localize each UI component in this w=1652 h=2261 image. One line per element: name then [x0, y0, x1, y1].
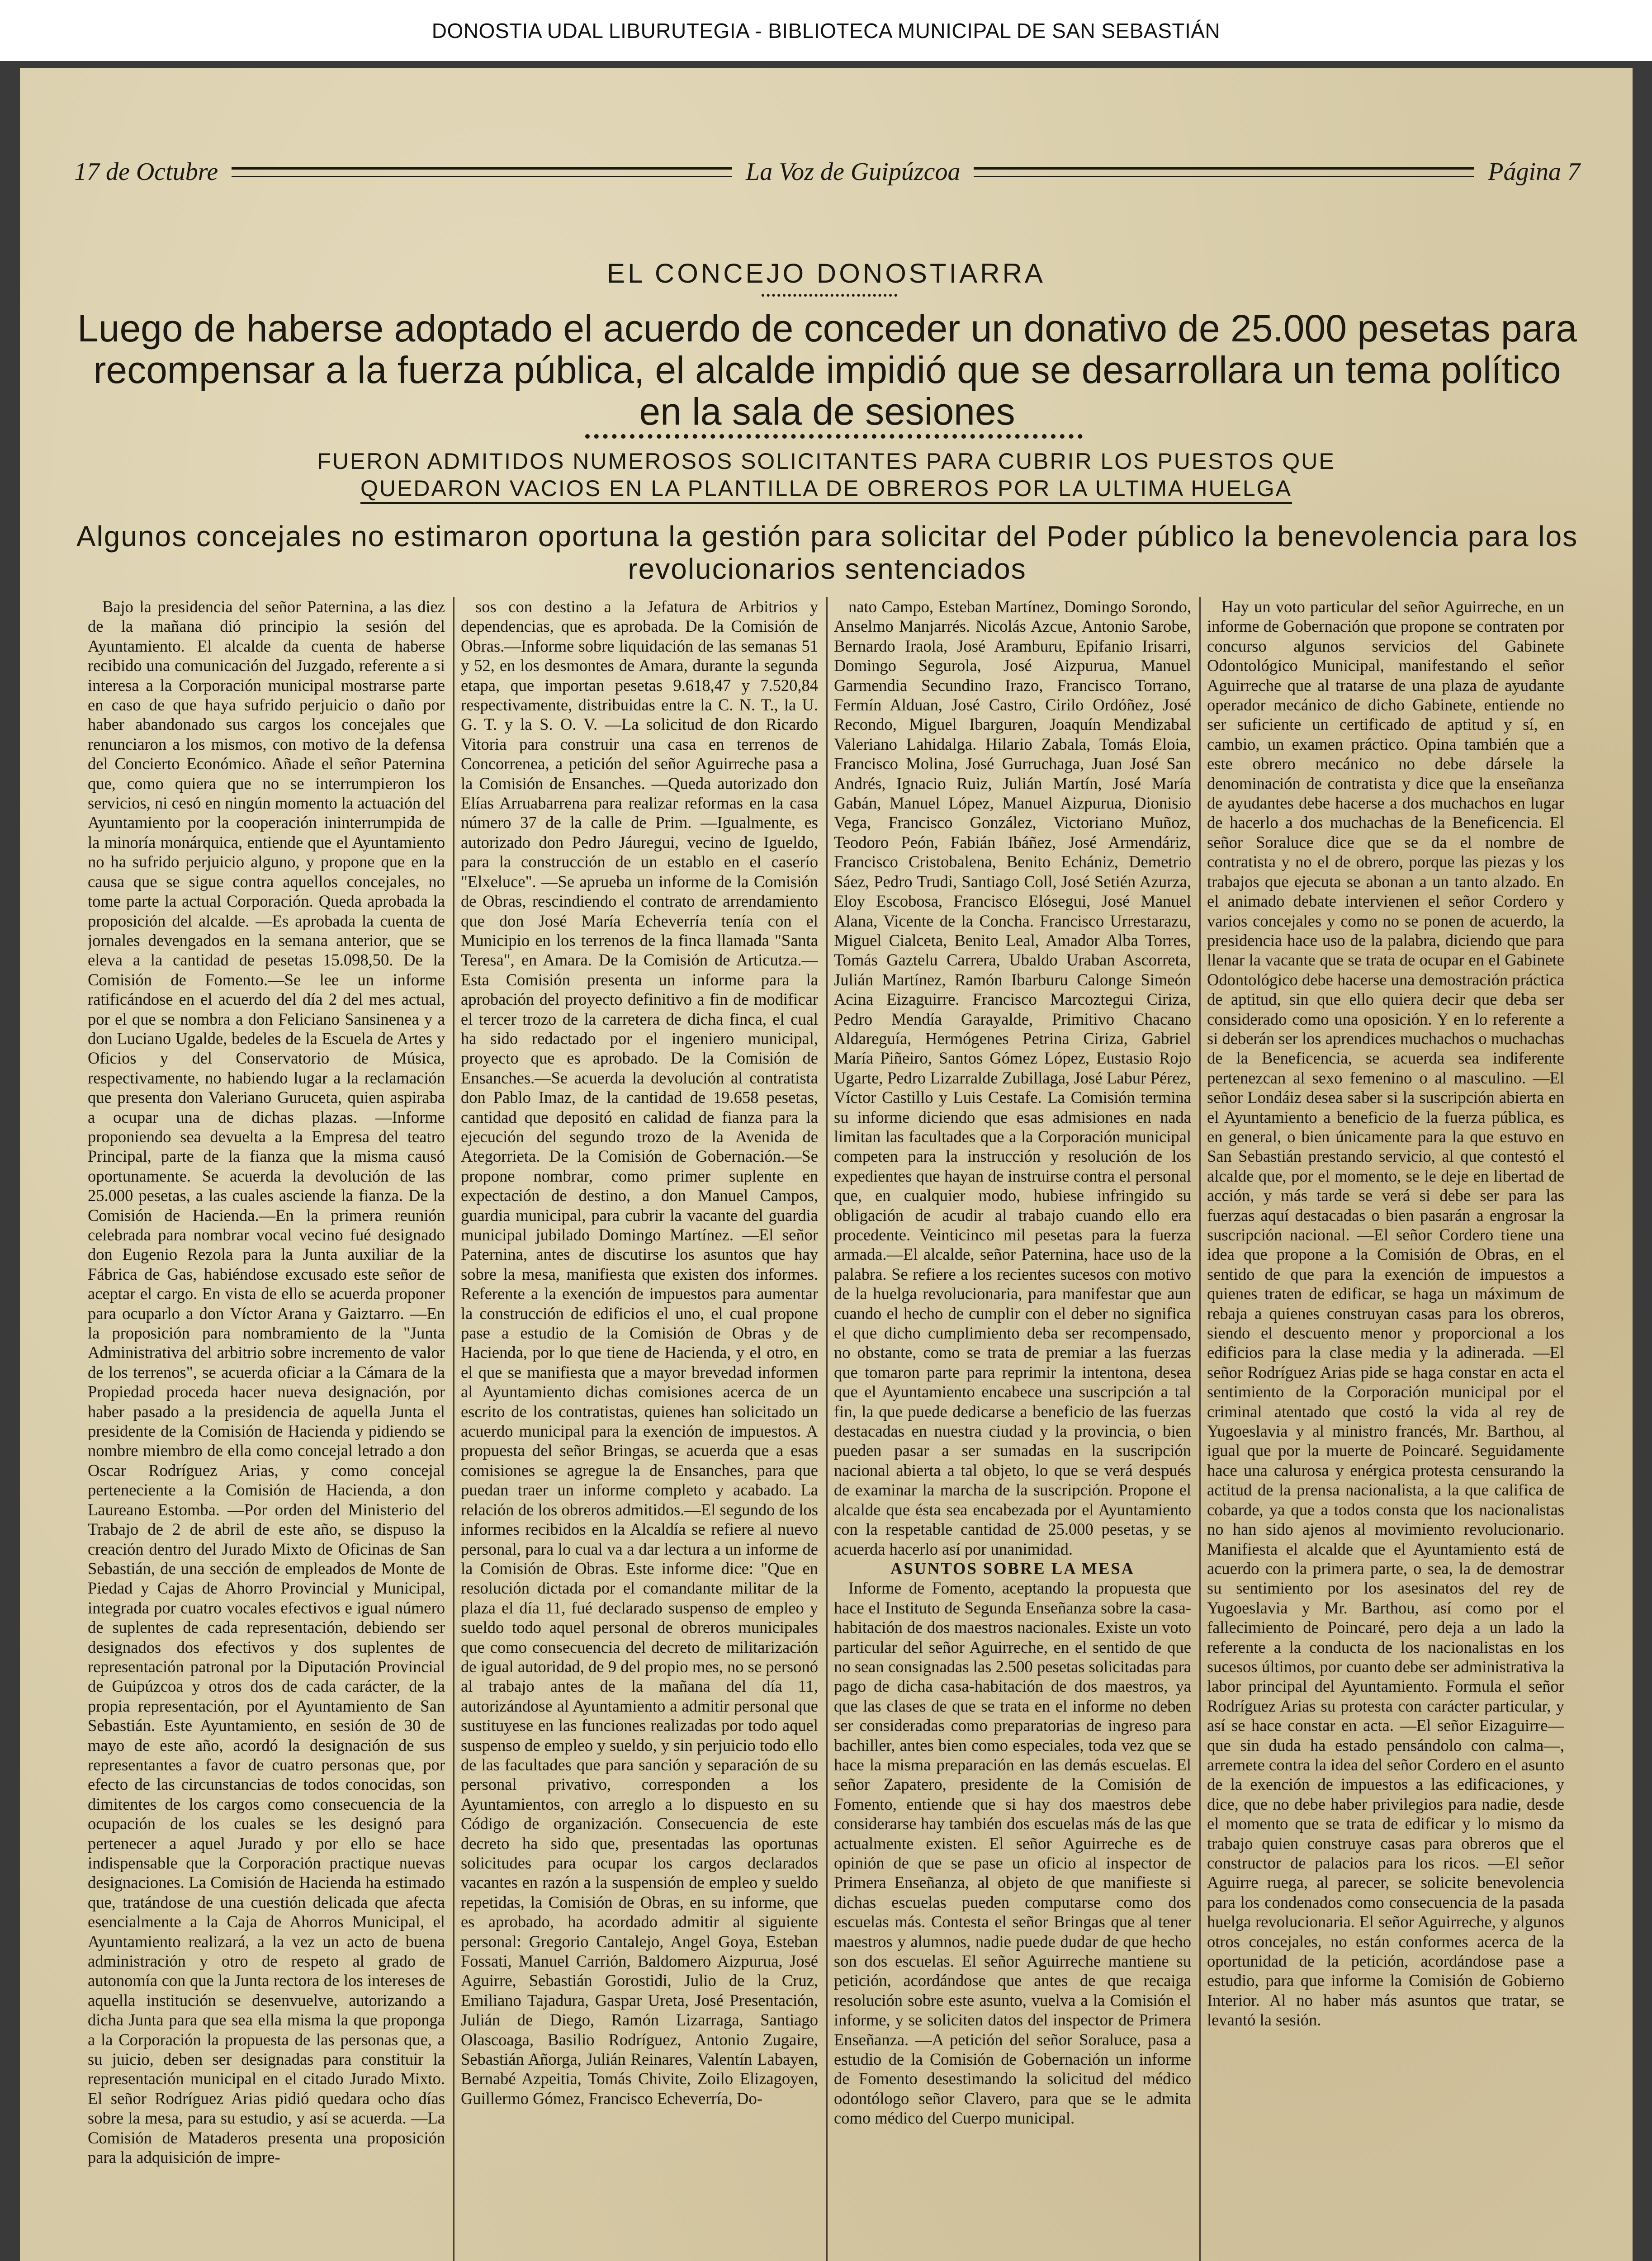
column-1-text: Bajo la presidencia del señor Paternina, a las diez de la mañana dió principio la sesión del Ayuntamiento. El alcalde da cuenta de haberse recibido una comunicación del Juzgado, referente a si interesa a la Corporación municipal mostrarse parte en caso de que haya sufrido perjuicio o daño por haber abandonado sus cargos los concejales que renunciaron a los mismos, con motivo de la defensa del Concierto Económico. Añade el señor Paternina que, como quiera que no se interrumpieron los servicios, ni cesó en ningún momento la actuación del Ayuntamiento por la cooperación ininterrumpida de la minoría monárquica, entiende que el Ayuntamiento no ha sufrido perjuicio alguno, y propone que en la causa que se sigue contra aquellos concejales, no tome parte la actual Corporación. Queda aprobada la proposición del alcalde. —Es aprobada la cuenta de jornales devengados en la semana anterior, que se eleva a la cantidad de pesetas 15.098,50. De la Comisión de Fomento.—Se lee un informe ratificándose en el acuerdo del día 2 del mes actual, por el que se nombra a don Feliciano Sansinenea y a don Luciano Ugalde, bedeles de la Escuela de Artes y Oficios y del Conservatorio de Música, respectivamente, no habiendo lugar a la reclamación que presenta don Valeriano Guruceta, quien aspiraba a ocupar una de dichas plazas. —Informe proponiendo sea devuelta a la Empresa del teatro Principal, parte de la fianza que la misma causó oportunamente. Se acuerda la devolución de las 25.000 pesetas, a las cuales asciende la fianza. De la Comisión de Hacienda.—En la primera reunión celebrada para nombrar vocal vecino fué designado don Eugenio Rezola para la Junta auxiliar de la Fábrica de Gas, habiéndose excusado este señor de aceptar el cargo. En vista de ello se acuerda proponer para ocuparlo a don Víctor Arana y Gaiztarro. —En la proposición para nombramiento de la "Junta Administrativa del arbitrio sobre incremento de valor de los terrenos", se acuerda oficiar a la Cámara de la Propiedad proceda hacer nueva designación, por haber pasado a la presidencia de aquella Junta el presidente de la Comisión de Hacienda y pidiendo se nombre miembro de ella como concejal letrado a don Oscar Rodríguez Arias, y como concejal perteneciente a la Comisión de Hacienda, a don Laureano Estomba. —Por orden del Ministerio del Trabajo de 2 de abril de este año, se dispuso la creación dentro del Jurado Mixto de Oficinas de San Sebastián, de una sección de empleados de Monte de Piedad y Cajas de Ahorro Provincial y Municipal, integrada por cuatro vocales efectivos e igual número de suplentes de cada representación, debiendo ser designados dos efectivos y dos suplentes de representación patronal por la Diputación Provincial de Guipúzcoa y otros dos de cada carácter, de la propia representación, por el Ayuntamiento de San Sebastián. Este Ayuntamiento, en sesión de 30 de mayo de este año, acordó la designación de sus representantes a favor de cuatro personas que, por efecto de las circunstancias de todos conocidas, son dimitentes de los cargos como consecuencia de la ocupación de los cuales se les designó para pertenecer a aquel Jurado y por ello se hace indispensable que la Corporación practique nuevas designaciones. La Comisión de Hacienda ha estimado que, tratándose de una cuestión delicada que afecta esencialmente a la Caja de Ahorros Municipal, el Ayuntamiento realizará, a la vez un acto de buena administración y otro de respeto al grado de autonomía con que la Junta rectora de los intereses de aquella institución se desenvuelve, autorizando a dicha Junta para que sea ella misma la que proponga a la Corporación la propuesta de las personas que, a su juicio, deben ser designadas para constituir la representación municipal en el citado Jurado Mixto. El señor Rodríguez Arias pidió quedara ocho días sobre la mesa, para su estudio, y así se acuerda. —La Comisión de Mataderos presenta una proposición para la adquisición de impre-	[88, 597, 445, 2167]
masthead-rule-right	[974, 167, 1474, 177]
article-column-2	[461, 597, 818, 2261]
column-rule	[826, 597, 828, 2261]
column-3-text-continued: Informe de Fomento, aceptando la propuesta que hace el Instituto de Segunda Enseñanza sobre la casa-habitación de dos maestros nacionales. Existe un voto particular del señor Aguirreche, en el sentido de que no sean consignadas las 2.500 pesetas solicitadas para pago de dicha casa-habitación de dos maestros, ya que las clases de que se trata en el informe no deben ser consideradas como preparatorias de ingreso para bachiller, antes bien como especiales, toda vez que se hace la misma preparación en las demás escuelas. El señor Zapatero, presidente de la Comisión de Fomento, entiende que si hay dos maestros debe considerarse hay también dos escuelas más de las que actualmente existen. El señor Aguirreche es de opinión de que se pase un oficio al inspector de Primera Enseñanza, al objeto de que manifieste si dichas escuelas pueden computarse como dos escuelas más. Contesta el señor Bringas que al tener maestros y alumnos, nadie puede dudar de que hecho son dos escuelas. El señor Aguirreche mantiene su petición, acordándose que antes de que recaiga resolución sobre este asunto, vuelva a la Comisión el informe, y se soliciten datos del inspector de Primera Enseñanza. —A petición del señor Soraluce, pasa a estudio de la Comisión de Gobernación un informe de Fomento desestimando la solicitud del médico odontólogo señor Clavero, para que se le admita como médico del Cuerpo municipal.	[834, 1579, 1191, 2128]
masthead-page-number: Página 7	[1488, 158, 1580, 186]
article-column-4	[1207, 597, 1564, 2261]
subhead-1-line-2: QUEDARON VACIOS EN LA PLANTILLA DE OBREROS POR LA ULTIMA HUELGA	[360, 475, 1292, 504]
article-headline: Luego de haberse adoptado el acuerdo de conceder un donativo de 25.000 pesetas para recompensar a la fuerza pública, el alcalde impidió que se desarrollara un tema político en la sala de sesiones	[77, 307, 1577, 433]
column-2-text: sos con destino a la Jefatura de Arbitrios y dependencias, que es aprobada. De la Comisión de Obras.—Informe sobre liquidación de las semanas 51 y 52, en los desmontes de Amara, durante la segunda etapa, que importan pesetas 9.618,47 y 7.520,84 respectivamente, distribuidas entre la C. N. T., la U. G. T. y la S. O. V. —La solicitud de don Ricardo Vitoria para construir una casa en terrenos de Concorrenea, a petición del señor Aguirreche pasa a la Comisión de Ensanches. —Queda autorizado don Elías Arruabarrena para realizar reformas en la casa número 37 de la calle de Prim. —Igualmente, es autorizado don Pedro Jáuregui, vecino de Igueldo, para la construcción de un establo en el caserío "Elxeluce". —Se aprueba un informe de la Comisión de Obras, rescindiendo el contrato de arrendamiento que don José María Echeverría tenía con el Municipio en los terrenos de la finca llamada "Santa Teresa", en Amara. De la Comisión de Articutza.—Esta Comisión presenta un informe para la aprobación del proyecto definitivo a fin de modificar el tercer trozo de la carretera de dicha finca, el cual ha sido redactado por el ingeniero municipal, proyecto que es aprobado. De la Comisión de Ensanches.—Se acuerda la devolución al contratista don Pablo Imaz, de la cantidad de 19.658 pesetas, cantidad que depositó en calidad de fianza para la ejecución del segundo trozo de la Avenida de Ategorrieta. De la Comisión de Gobernación.—Se propone nombrar, como primer suplente en expectación de destino, a don Manuel Campos, guardia municipal, para cubrir la vacante del guardia municipal jubilado Domingo Martínez. —El señor Paternina, antes de discutirse los asuntos que hay sobre la mesa, manifiesta que existen dos informes. Referente a la exención de impuestos para aumentar la construcción de edificios el uno, el cual propone pase a estudio de la Comisión de Obras y de Hacienda, por lo que tiene de Hacienda, y el otro, en el que se manifiesta que a mayor brevedad informen al Ayuntamiento dichas comisiones acerca de un escrito de los contratistas, quienes han solicitado un acuerdo municipal para la exención de impuestos. A propuesta del señor Bringas, se acuerda que a esas comisiones se agregue la de Ensanches, para que puedan traer un informe completo y acabado. La relación de los obreros admitidos.—El segundo de los informes recibidos en la Alcaldía se refiere al nuevo personal, para lo cual va a dar lectura a un informe de la Comisión de Obras. Este informe dice: "Que en resolución dictada por el comandante militar de la plaza el día 11, fué declarado suspenso de empleo y sueldo todo aquel personal de obreros municipales que como consecuencia del decreto de militarización de igual autoridad, de 9 del propio mes, no se personó al trabajo antes de la mañana del día 11, autorizándose al Ayuntamiento a admitir personal que sustituyese en las funciones realizadas por todo aquel suspenso de empleo y sueldo, y sin perjuicio todo ello de las facultades que para sanción y separación de su personal privativo, corresponden a los Ayuntamientos, con arreglo a lo dispuesto en su Código de organización. Consecuencia de este decreto ha sido que, presentadas las oportunas solicitudes para ocupar los cargos declarados vacantes en razón a la suspensión de empleo y sueldo repetidas, la Comisión de Obras, en su informe, que es aprobado, ha acordado admitir al siguiente personal: Gregorio Cantalejo, Angel Goya, Esteban Fossati, Manuel Carrión, Baldomero Aizpurua, José Aguirre, Sebastián Gorostidi, Julio de la Cruz, Emiliano Tajadura, Gaspar Ureta, José Presentación, Julián de Diego, Ramón Lizarraga, Santiago Olascoaga, Basilio Rodríguez, Antonio Zugaire, Sebastián Añorga, Julián Reinares, Valentín Labayen, Bernabé Azpeitia, Tomás Chivite, Zoilo Elizagoyen, Guillermo Gómez, Francisco Echeverría, Do-	[461, 597, 818, 2108]
library-header-title: DONOSTIA UDAL LIBURUTEGIA - BIBLIOTECA MUNICIPAL DE SAN SEBASTIÁN	[431, 19, 1221, 43]
masthead-paper-name: La Voz de Guipúzcoa	[746, 158, 961, 186]
article-subhead-2: Algunos concejales no estimaron oportuna la gestión para solicitar del Poder público la benevolencia para los revolucionarios sentenciados	[76, 520, 1578, 585]
library-header-bar	[0, 0, 1652, 61]
kicker-ornament	[762, 294, 897, 297]
article-column-1	[88, 597, 445, 2261]
column-rule	[453, 597, 454, 2261]
masthead	[74, 154, 1580, 190]
column-rule	[1199, 597, 1201, 2261]
column-4-text: Hay un voto particular del señor Aguirreche, en un informe de Gobernación que propone se contraten por concurso algunos servicios del Gabinete Odontológico Municipal, manifestando el señor Aguirreche que al tratarse de una plaza de ayudante operador mecánico de dicho Gabinete, entiende no ser suficiente un certificado de aptitud y sí, en cambio, un examen práctico. Opina también que a este obrero mecánico no debe dársele la denominación de contratista y dice que la enseñanza de ayudantes debe hacerse a dos muchachos en lugar de hacerlo a dos muchachas de la Beneficencia. El señor Soraluce dice que se da el nombre de contratista y no el de obrero, porque las piezas y los trabajos que ejecuta se abonan a un tanto alzado. En el animado debate intervienen el señor Cordero y varios concejales y como no se ponen de acuerdo, la presidencia hace uso de la palabra, diciendo que para llenar la vacante que se trata de ocupar en el Gabinete Odontológico debe hacerse una demostración práctica de aptitud, sin que ello quiera decir que deba ser considerado como una oposición. Y en lo referente a si deberán ser los aprendices muchachos o muchachas de la Beneficencia, se acuerda sea indiferente pertenezcan al sexo femenino o al masculino. —El señor Londáiz desea saber si la suscripción abierta en el Ayuntamiento a beneficio de la fuerza pública, es en general, o bien únicamente para la que estuvo en San Sebastián prestando servicio, al que contestó el alcalde que, por el momento, se le deje en libertad de acción, y más tarde se verá si debe ser para las fuerzas aquí destacadas o bien pasarán a engrosar la suscripción nacional. —El señor Cordero tiene una idea que propone a la Comisión de Obras, en el sentido de que para la exención de impuestos a quienes traten de edificar, se haga un máximum de rebaja a quienes construyan casas para los obreros, siendo el descuento menor y proporcional a los edificios para la clase media y la adinerada. —El señor Rodríguez Arias pide se haga constar en acta el sentimiento de la Corporación municipal por el criminal atentado que costó la vida al rey de Yugoeslavia y al ministro francés, Mr. Barthou, al igual que por la muerte de Poincaré. Seguidamente hace una calurosa y enérgica protesta censurando la actitud de la prensa nacionalista, a la que califica de cobarde, ya que a todos consta que los nacionalistas no han sido ajenos al movimiento revolucionario. Manifiesta el alcalde que el Ayuntamiento está de acuerdo con la primera parte, o sea, la de demostrar su sentimiento por los asesinatos del rey de Yugoeslavia y Mr. Barthou, así como por el fallecimiento de Poincaré, pero deja a un lado la referente a la conducta de los nacionalistas en los sucesos últimos, por cuanto debe ser administrativa la labor principal del Ayuntamiento. Formula el señor Rodríguez Arias su protesta con carácter particular, y así se hace constar en acta. —El señor Eizaguirre—que sin duda ha estado pensándolo con calma—, arremete contra la idea del señor Cordero en el asunto de la exención de impuestos a las edificaciones, y dice, que no debe haber privilegios para nadie, desde el momento que se trata de edificar y lo mismo da trabajo quien construye casas para obreros que el constructor de palacios para los ricos. —El señor Aguirre ruega, al parecer, se solicite benevolencia para los condenados como consecuencia de la pasada huelga revolucionaria. El señor Aguirreche, y algunos otros concejales, no están conformes acerca de la oportunidad de la petición, acordándose pase a estudio, para que informe la Comisión de Gobierno Interior. Al no haber más asuntos que tratar, se levantó la sesión.	[1207, 597, 1564, 2029]
section-heading-asuntos: ASUNTOS SOBRE LA MESA	[890, 1559, 1135, 1578]
column-3-text: nato Campo, Esteban Martínez, Domingo Sorondo, Anselmo Manjarrés. Nicolás Azcue, Antonio Sarobe, Bernardo Iraola, José Aramburu, Epifanio Irisarri, Domingo Segurola, José Aizpurua, Manuel Garmendia Secundino Irazo, Francisco Torrano, Fermín Alduan, José Castro, Cirilo Ordóñez, José Recondo, Miguel Ibarguren, Joaquín Mendizabal Valeriano Lahidalga. Hilario Zabala, Tomás Eloia, Francisco Molina, José Gurruchaga, Juan José San Andrés, Ignacio Ruiz, Julián Martín, José María Gabán, Manuel López, Manuel Aizpurua, Dionisio Vega, Francisco González, Victoriano Muñoz, Teodoro Peón, Fabián Ibáñez, José Armendáriz, Francisco Cristobalena, Benito Echániz, Demetrio Sáez, Pedro Trudi, Santiago Coll, José Setién Azurza, Eloy Escobosa, Francisco Elósegui, José Manuel Alana, Vicente de la Concha. Francisco Urrestarazu, Miguel Cialceta, Benito Leal, Amador Alba Torres, Tomás Gaztelu Carrera, Ubaldo Uraban Ascorreta, Julián Martínez, Ramón Ibarburu Calonge Simeón Acina Eizaguirre. Francisco Marcoztegui Ciriza, Pedro Mendía Garayalde, Primitivo Chacano Aldareguía, Hermógenes Petrina Ciriza, Gabriel María Piñeiro, Santos Gómez López, Eustasio Rojo Ugarte, Pedro Lizarralde Zubillaga, José Labur Pérez, Víctor Castillo y Luis Cestafe. La Comisión termina su informe diciendo que esas admisiones en nada limitan las facultades que a la Corporación municipal competen para la instrucción y resolución de los expedientes que hayan de instruirse contra el personal que, en cualquier modo, hubiese infringido su obligación de acudir al trabajo cuando ello era procedente. Veinticinco mil pesetas para la fuerza armada.—El alcalde, señor Paternina, hace uso de la palabra. Se refiere a los recientes sucesos con motivo de la huelga revolucionaria, para manifestar que aun cuando el hecho de cumplir con el deber no significa el que dicho cumplimiento deba ser recompensado, no obstante, como se trata de premiar a las fuerzas que tomaron parte para reprimir la intentona, desea que el Ayuntamiento encabece una suscripción a tal fin, la que puede dedicarse a beneficio de las fuerzas destacadas en nuestra ciudad y la provincia, o bien pueden pasar a ser sumadas en la suscripción nacional abierta a tal objeto, lo que se verá después de examinar la marcha de la suscripción. Propone el alcalde que ésta sea encabezada por el Ayuntamiento con la respetable cantidad de 25.000 pesetas, y se acuerda hacerlo así por unanimidad.	[834, 597, 1191, 1558]
subhead-1-line-1: FUERON ADMITIDOS NUMEROSOS SOLICITANTES PARA CUBRIR LOS PUESTOS QUE	[317, 449, 1335, 474]
masthead-date: 17 de Octubre	[74, 158, 218, 186]
article-subhead-1	[20, 448, 1633, 504]
article-column-3	[834, 597, 1191, 2261]
headline-ornament	[585, 434, 1083, 439]
newspaper-page	[20, 68, 1633, 2261]
article-kicker: EL CONCEJO DONOSTIARRA	[607, 258, 1046, 289]
masthead-rule-left	[232, 167, 732, 177]
